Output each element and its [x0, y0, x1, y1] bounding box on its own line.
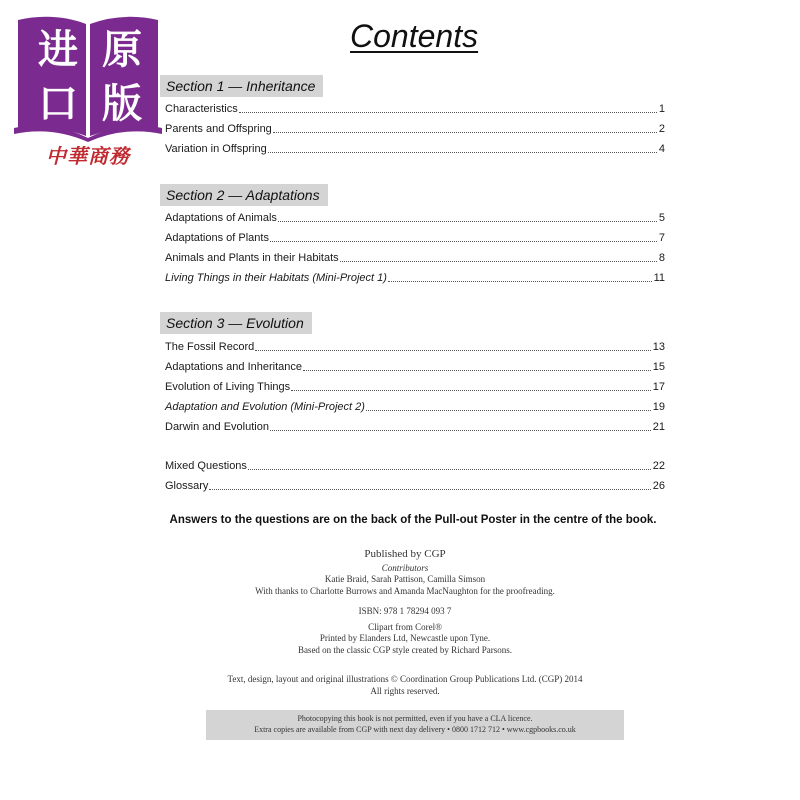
- toc-entry-title: Living Things in their Habitats (Mini-Project 1): [165, 272, 387, 284]
- toc-entry[interactable]: [165, 118, 665, 136]
- toc-entry-title: Animals and Plants in their Habitats: [165, 252, 339, 264]
- logo: [14, 12, 162, 172]
- toc-entry-page: 19: [652, 401, 665, 413]
- toc-entry[interactable]: [165, 138, 665, 156]
- toc-entry-page: 26: [652, 480, 665, 492]
- printed-by: Printed by Elanders Ltd, Newcastle upon Tyne.: [319, 633, 491, 643]
- toc-entry-page: 13: [652, 341, 665, 353]
- section-heading: Section 2 — Adaptations: [160, 184, 328, 206]
- rights: All rights reserved.: [370, 685, 440, 696]
- toc-entry-title: Adaptations of Animals: [165, 212, 277, 224]
- logo-subtitle: 中華商務: [46, 144, 130, 168]
- toc-entry[interactable]: [165, 98, 665, 116]
- contributors: Katie Braid, Sarah Pattison, Camilla Simson: [324, 574, 486, 584]
- logo-char: 口: [38, 80, 78, 127]
- toc-entry[interactable]: [165, 336, 665, 354]
- toc-entry[interactable]: [165, 475, 665, 493]
- notice-line: Photocopying this book is not permitted, even if you have a CLA licence.: [297, 714, 533, 723]
- toc-entry[interactable]: [165, 356, 665, 374]
- toc-entry[interactable]: [165, 396, 665, 414]
- toc-entry[interactable]: [165, 455, 665, 473]
- toc-entry[interactable]: [165, 207, 665, 225]
- toc-entry[interactable]: [165, 227, 665, 245]
- photocopy-notice: [206, 710, 624, 740]
- toc-entry[interactable]: [165, 267, 665, 285]
- style-credit: Based on the classic CGP style created by Richard Parsons.: [297, 644, 513, 655]
- toc-entry-title: Adaptations of Plants: [165, 232, 269, 244]
- section-heading: Section 1 — Inheritance: [160, 75, 323, 97]
- toc-entry-title: Glossary: [165, 480, 209, 492]
- toc-entry-title: Variation in Offspring: [165, 143, 267, 155]
- toc-entry-title: Parents and Offspring: [165, 123, 272, 135]
- copyright: Text, design, layout and original illustrations © Coordination Group Publications Ltd. (CGP) 2014: [227, 674, 583, 684]
- page-title: Contents: [350, 18, 479, 54]
- toc-entry-title: Adaptations and Inheritance: [165, 361, 302, 373]
- isbn: ISBN: 978 1 78294 093 7: [358, 606, 452, 616]
- toc-entry-page: 15: [652, 361, 665, 373]
- logo-char: 原: [102, 26, 142, 73]
- section-heading: Section 3 — Evolution: [160, 312, 312, 334]
- toc-entry-page: 7: [658, 232, 665, 244]
- toc-entry-title: Characteristics: [165, 103, 238, 115]
- toc-entry-title: The Fossil Record: [165, 341, 255, 353]
- toc-entry-title: Adaptation and Evolution (Mini-Project 2): [165, 401, 365, 413]
- logo-char: 版: [102, 80, 142, 127]
- toc-entry[interactable]: [165, 376, 665, 394]
- answers-note: Answers to the questions are on the back of the Pull-out Poster in the centre of the book.: [169, 514, 657, 526]
- toc-entry-page: 11: [653, 272, 665, 284]
- contributors-label: Contributors: [381, 562, 429, 573]
- toc-entry-page: 5: [658, 212, 665, 224]
- published-by: Published by CGP: [364, 548, 446, 560]
- toc-entry-page: 2: [658, 123, 665, 135]
- credits: [180, 549, 630, 697]
- toc-entry-page: 22: [652, 460, 665, 472]
- toc-entry[interactable]: [165, 247, 665, 265]
- toc-entry-page: 21: [652, 421, 665, 433]
- toc-entry-title: Mixed Questions: [165, 460, 247, 472]
- logo-char: 进: [38, 26, 78, 73]
- thanks: With thanks to Charlotte Burrows and Amanda MacNaughton for the proofreading.: [255, 585, 555, 596]
- toc-entry-page: 17: [652, 381, 665, 393]
- toc-entry[interactable]: [165, 416, 665, 434]
- notice-line: Extra copies are available from CGP with next day delivery • 0800 1712 712 • www.cgpbooks.co.uk: [254, 725, 576, 734]
- toc-entry-title: Evolution of Living Things: [165, 381, 291, 393]
- toc-entry-page: 4: [658, 143, 665, 155]
- toc-entry-page: 8: [658, 252, 665, 264]
- toc-entry-title: Darwin and Evolution: [165, 421, 269, 433]
- toc-entry-page: 1: [658, 103, 665, 115]
- clipart: Clipart from Corel®: [368, 621, 442, 632]
